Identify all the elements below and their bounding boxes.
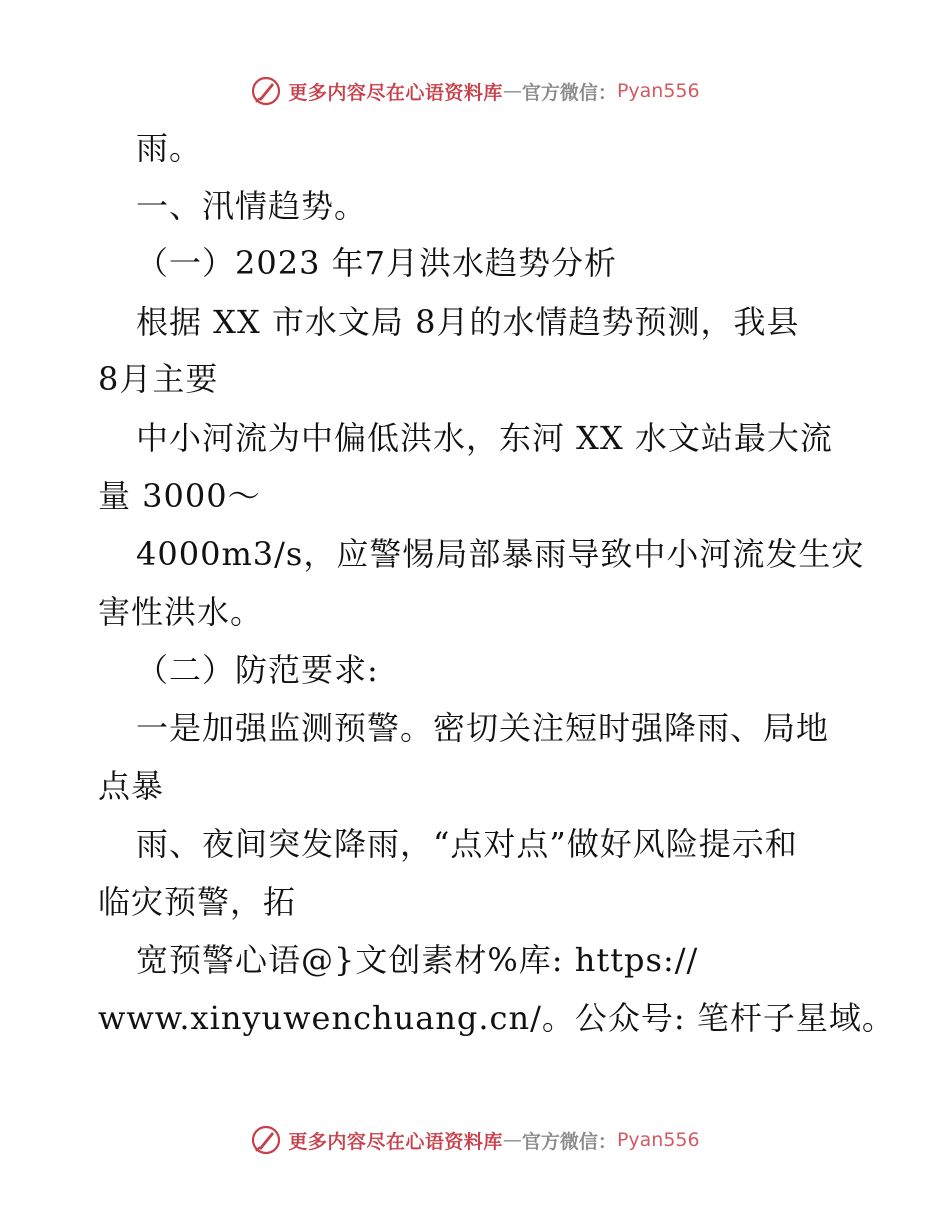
banner-slogan: 更多内容尽在心语资料库	[288, 1130, 503, 1153]
header-banner	[0, 71, 950, 111]
text-line: 害性洪水。	[98, 593, 264, 631]
section-heading: 一、汛情趋势。	[136, 187, 368, 225]
text-line: 根据 XX 市水文局 8月的水情趋势预测，我县	[136, 303, 800, 341]
quill-pen-logo-icon	[250, 1124, 282, 1156]
text-line: www.xinyuwenchuang.cn/。公众号: 笔杆子星域。	[98, 999, 895, 1037]
text-line: 4000m3/s，应警惕局部暴雨导致中小河流发生灾	[136, 535, 865, 573]
text-line: 雨、夜间突发降雨，“点对点”做好风险提示和	[136, 825, 798, 863]
banner-slogan: 更多内容尽在心语资料库	[288, 81, 503, 104]
footer-banner	[0, 1120, 950, 1160]
text-line: 8月主要	[98, 360, 219, 398]
banner-wechat-id: Pyan556	[616, 80, 700, 102]
text-line: 一是加强监测预警。密切关注短时强降雨、局地	[136, 709, 830, 747]
banner-wechat-label: 官方微信：	[521, 1130, 617, 1153]
text-line: 临灾预警，拓	[98, 883, 297, 921]
banner-separator: —	[502, 80, 522, 102]
text-line: 点暴	[98, 767, 165, 805]
text-line: 宽预警心语@}文创素材%库: https://	[136, 941, 699, 979]
banner-separator: —	[502, 1129, 522, 1151]
subsection-heading: （二）防范要求:	[136, 651, 379, 689]
banner-wechat-label: 官方微信：	[521, 81, 617, 104]
quill-pen-logo-icon	[250, 75, 282, 107]
banner-wechat-id: Pyan556	[616, 1129, 700, 1151]
text-line: 中小河流为中偏低洪水，东河 XX 水文站最大流	[136, 419, 833, 457]
text-line: 雨。	[136, 129, 203, 167]
text-line: 量 3000～	[98, 477, 261, 515]
subsection-heading: （一）2023 年7月洪水趋势分析	[136, 244, 617, 282]
